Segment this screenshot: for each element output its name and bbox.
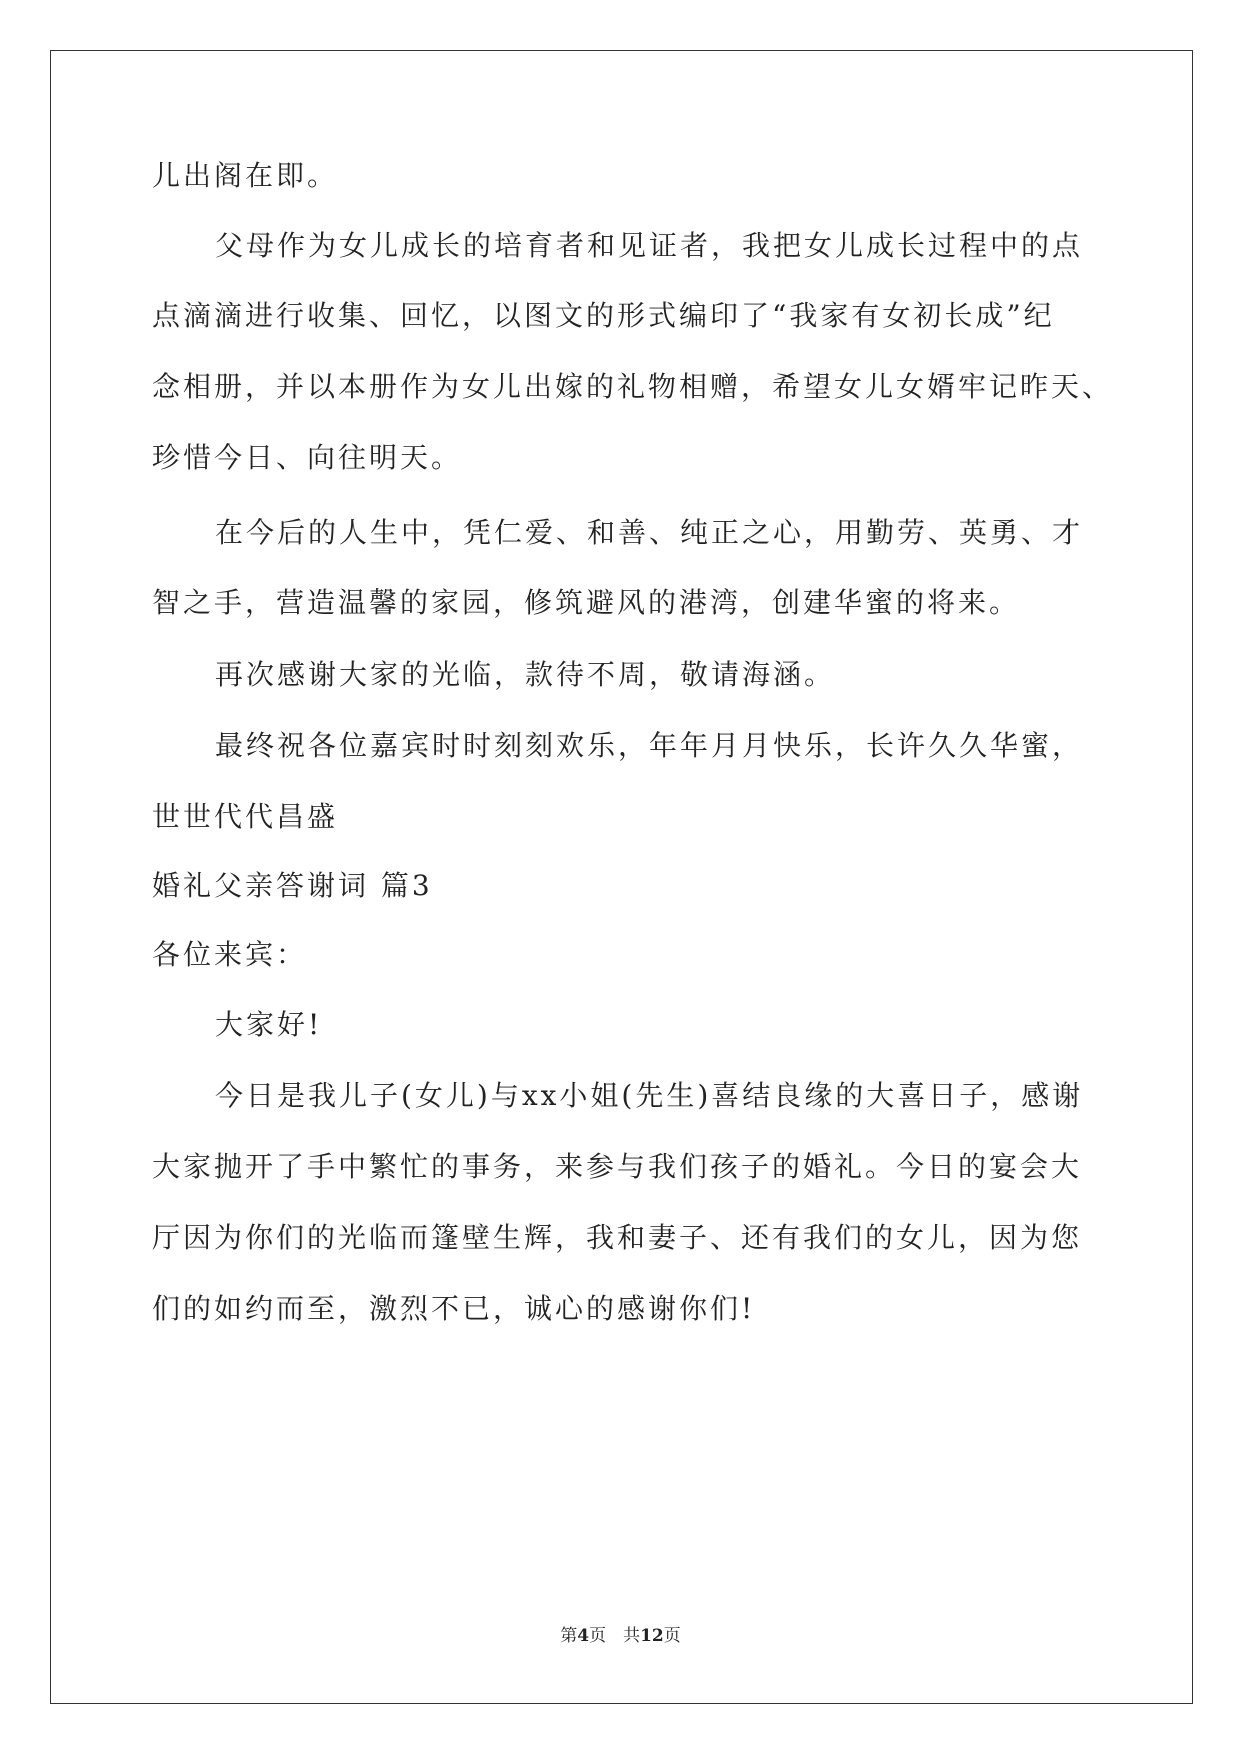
text-line-8: 再次感谢大家的光临，款待不周，敬请海涵。 <box>215 658 836 691</box>
total-pages-number: 12 <box>640 1626 664 1646</box>
text-line-14: 今日是我儿子(女儿)与xx小姐(先生)喜结良缘的大喜日子，感谢 <box>215 1079 1084 1112</box>
page-footer <box>0 1624 1241 1648</box>
text-line-7: 智之手，营造温馨的家园，修筑避风的港湾，创建华蜜的将来。 <box>152 586 1021 619</box>
text-line-17: 们的如约而至，激烈不已，诚心的感谢你们! <box>152 1292 756 1325</box>
text-line-6: 在今后的人生中，凭仁爱、和善、纯正之心，用勤劳、英勇、才 <box>215 516 1084 549</box>
text-line-2: 父母作为女儿成长的培育者和见证者，我把女儿成长过程中的点 <box>215 229 1084 262</box>
footer-prefix: 第 <box>560 1626 578 1646</box>
text-line-10: 世世代代昌盛 <box>152 800 339 833</box>
text-line-4: 念相册，并以本册作为女儿出嫁的礼物相赠，希望女儿女婿牢记昨天、 <box>152 370 1114 403</box>
text-line-16: 厅因为你们的光临而篷壁生辉，我和妻子、还有我们的女儿，因为您 <box>152 1221 1083 1254</box>
section-heading: 婚礼父亲答谢词 篇3 <box>152 869 433 902</box>
salutation: 各位来宾： <box>152 938 308 971</box>
text-line-5: 珍惜今日、向往明天。 <box>152 441 463 474</box>
footer-middle: 页 共 <box>589 1626 641 1646</box>
greeting: 大家好! <box>215 1008 323 1041</box>
text-line-3: 点滴滴进行收集、回忆，以图文的形式编印了“我家有女初长成”纪 <box>152 299 1055 332</box>
footer-suffix: 页 <box>663 1626 681 1646</box>
text-line-1: 儿出阁在即。 <box>152 159 339 192</box>
text-line-9: 最终祝各位嘉宾时时刻刻欢乐，年年月月快乐，长许久久华蜜， <box>215 729 1084 762</box>
text-line-15: 大家抛开了手中繁忙的事务，来参与我们孩子的婚礼。今日的宴会大 <box>152 1150 1083 1183</box>
current-page-number: 4 <box>577 1626 590 1646</box>
